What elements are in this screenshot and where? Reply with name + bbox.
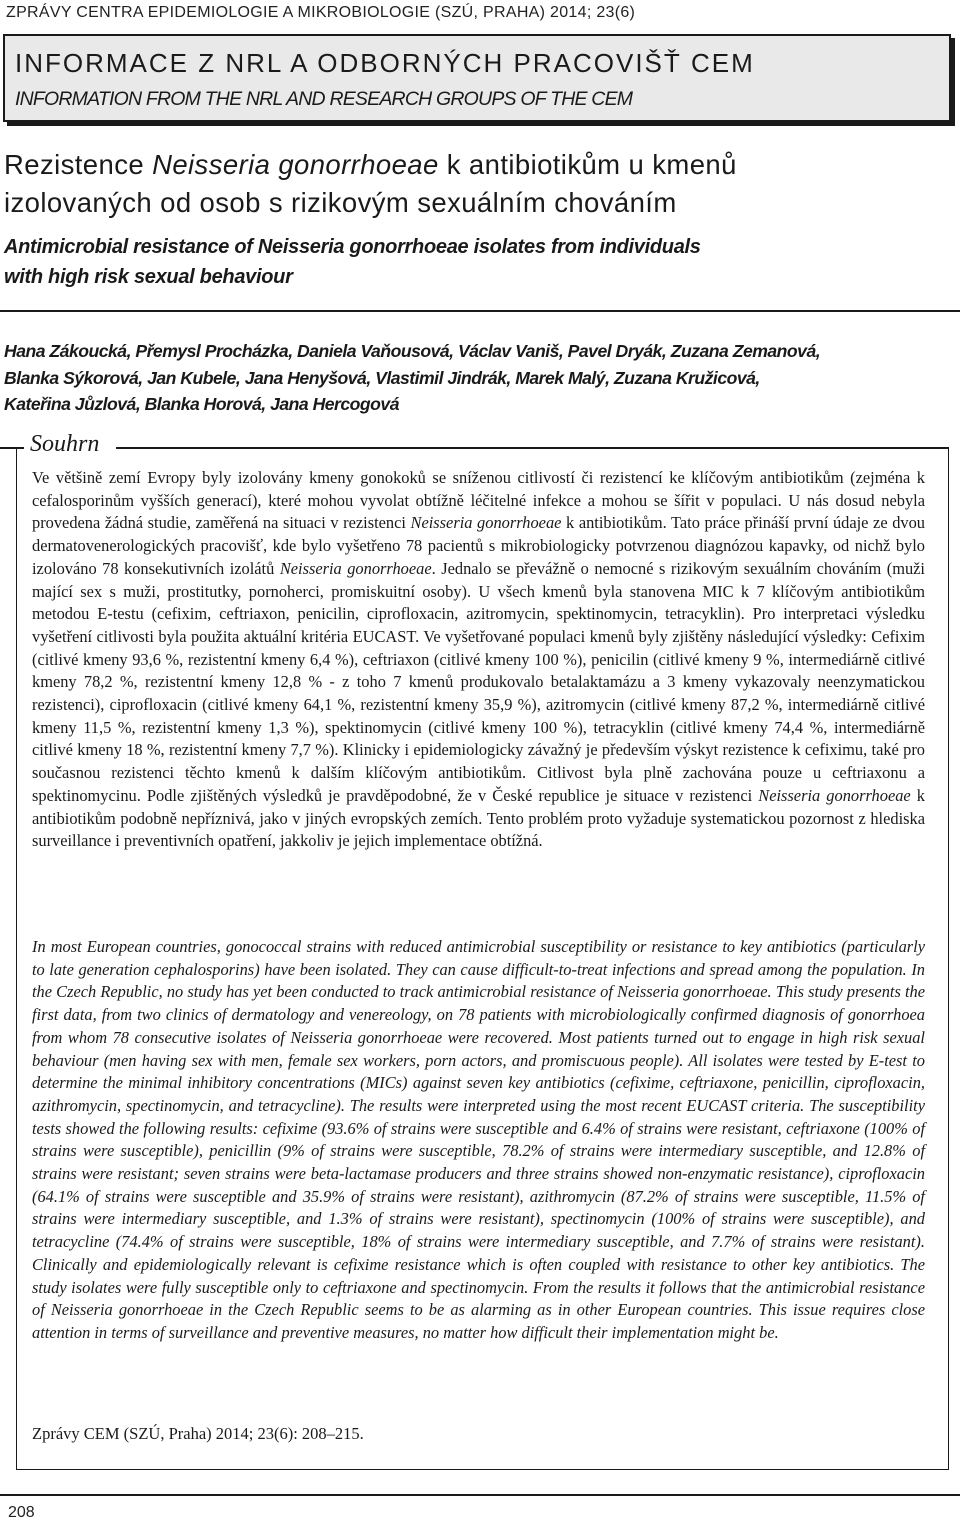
- abstract-cz-text: k antibiotikům. Tato práce přináší první údaje ze dvou dermatovenerologických pracovišť, kde bylo vyšetřeno 78 pacientů s mikrobiologicky potvrzenou diagnózou kapavky, od nichž bylo izolováno 78 konsekutivních izolátů: [32, 513, 925, 578]
- author-list: [4, 338, 949, 418]
- species-name: Neisseria gonorrhoeae: [410, 513, 562, 533]
- title-en-line-1: Antimicrobial resistance of Neisseria gonorrhoeae isolates from individuals: [4, 236, 701, 258]
- title-species: Neisseria gonorrhoeae: [152, 149, 439, 180]
- article-title-czech: [4, 146, 737, 222]
- section-banner: [3, 34, 951, 122]
- abstract-cz-text: k antibiotikům podobně nepříznivá, jako v jiných evropských zemích. Tento problém proto vyžaduje systematickou pozornost z hlediska surveillance i preventivních opatření, jakkoliv je jejich implementace obtížná.: [32, 785, 925, 851]
- summary-heading: Souhrn: [30, 431, 100, 457]
- title-line-2: izolovaných od osob s rizikovým sexuálním chováním: [4, 187, 677, 218]
- banner-title-czech: INFORMACE Z NRL A ODBORNÝCH PRACOVIŠŤ CEM: [15, 48, 755, 78]
- title-part: k antibiotikům u kmenů: [438, 149, 737, 180]
- species-name: Neisseria gonorrhoeae: [758, 785, 911, 805]
- species-name: Neisseria gonorrhoeae: [279, 558, 432, 578]
- abstract-english: In most European countries, gonococcal strains with reduced antimicrobial susceptibility or resistance to key antibiotics (particularly to late generation cephalosporins) have been isolated. They can cause difficult-to-treat infections and spread among the population. In the Czech Republic, no study has yet been conducted to track antimicrobial resistance of Neisseria gonorrhoeae. This study presents the first data, from two clinics of dermatology and venereology, on 78 patients with microbiologically confirmed diagnosis of gonorrhoea from whom 78 consecutive isolates of Neisseria gonorrhoeae were recovered. Most patients turned out to engage in high risk sexual behaviour (men having sex with men, female sex workers, porn actors, and promiscuous people). All isolates were tested by E-test to determine the minimal inhibitory concentrations (MICs) against seven key antibiotics (cefixime, ceftriaxone, penicillin, ciprofloxacin, azithromycin, spectinomycin, and tetracycline). The results were interpreted using the most recent EUCAST criteria. The susceptibility tests showed the following results: cefixime (93.6% of strains were susceptible and 6.4% of strains were resistant, ceftriaxone (100% of strains were susceptible), penicillin (9% of strains were susceptible, 78.2% of strains were intermediary susceptible, and 12.8% of strains were resistant; seven strains were beta-lactamase producers and three strains showed non-enzymatic resistance), ciprofloxacin (64.1% of strains were susceptible and 35.9% of strains were resistant), azithromycin (87.2% of strains were susceptible, 11.5% of strains were intermediary susceptible, and 1.3% of strains were resistant), spectinomycin (100% of strains were susceptible), and tetracycline (74.4% of strains were susceptible, 18% of strains were intermediary susceptible, and 7.7% of strains were resistant). Clinically and epidemiologically relevant is cefixime resistance which is often coupled with resistance to other key antibiotics. The study isolates were fully susceptible only to ceftriaxone and spectinomycin. From the results it follows that the antimicrobial resistance of Neisseria gonorrhoeae in the Czech Republic seems to be as alarming as in other European countries. This issue requires close attention in terms of surveillance and preventive measures, no matter how difficult their implementation might be.: [32, 937, 925, 1342]
- abstract-cz-text: Ve většině zemí Evropy byly izolovány kmeny gonokoků se sníženou citlivostí či rezistencí ke klíčovým antibiotikům (zejména k cefalosporinům vyšších generací), které mohou vyvolat obtížně léčitelné infekce a mohou se šířit v populaci. U nás dosud nebyla provedena žádná studie, zaměřená na situaci v rezistenci: [32, 468, 925, 533]
- article-title-english: [4, 232, 701, 292]
- abstract-czech: [32, 467, 925, 853]
- authors-line-2: Blanka Sýkorová, Jan Kubele, Jana Henyšová, Vlastimil Jindrák, Marek Malý, Zuzana Kružicová,: [4, 367, 760, 388]
- title-en-line-2: with high risk sexual behaviour: [4, 266, 293, 288]
- title-part: Rezistence: [4, 149, 153, 180]
- authors-line-1: Hana Zákoucká, Přemysl Procházka, Daniela Vaňousová, Václav Vaniš, Pavel Dryák, Zuzana Zemanová,: [4, 341, 821, 361]
- page-number: 208: [8, 1504, 35, 1521]
- running-head: ZPRÁVY CENTRA EPIDEMIOLOGIE A MIKROBIOLOGIE (SZÚ, PRAHA) 2014; 23(6): [6, 4, 636, 21]
- banner-title-english: INFORMATION FROM THE NRL AND RESEARCH GROUPS OF THE CEM: [15, 88, 633, 110]
- citation: Zprávy CEM (SZÚ, Praha) 2014; 23(6): 208–215.: [32, 1424, 364, 1443]
- abstract-cz-text: . Jednalo se převážně o nemocné s rizikovým sexuálním chováním (muži mající sex s muži, prostitutky, pornoherci, promiskuitní osoby). U všech kmenů byla stanovena MIC k 7 klíčovým antibiotikům metodou E-testu (cefixim, ceftriaxon, penicilin, ciprofloxacin, azitromycin, spektinomycin, tetracyklin). Pro interpretaci výsledku vyšetření citlivosti byla použita aktuální kritéria EUCAST. Ve vyšetřované populaci kmenů byly zjištěny následující výsledky: Cefixim (citlivé kmeny 93,6 %, rezistentní kmeny 6,4 %), ceftriaxon (citlivé kmeny 100 %), penicilin (citlivé kmeny 9 %, intermediárně citlivé kmeny 78,2 %, rezistentní kmeny 12,8 % - z toho 7 kmenů produkovalo betalaktamázu a 3 kmeny vykazovaly neenzymatickou rezistenci), ciprofloxacin (citlivé kmeny 64,1 %, rezistentní kmeny 35,9 %), azitromycin (citlivé kmeny 87,2 %, intermediárně citlivé kmeny 11,5 %, rezistentní kmeny 1,3 %), spektinomycin (citlivé kmeny 100 %), tetracyklin (citlivé kmeny 74,4 %, intermediárně citlivé kmeny 18 %, rezistentní kmeny 7,7 %). Klinicky i epidemiologicky závažný je především výskyt rezistence k cefiximu, také pro současnou rezistenci těchto kmenů k dalším klíčovým antibiotikům. Citlivost byla plně zachována pouze u ceftriaxonu a spektinomycinu. Podle zjištěných výsledků je pravděpodobné, že v České republice je situace v rezistenci: [32, 558, 925, 805]
- authors-line-3: Kateřina Jůzlová, Blanka Horová, Jana Hercogová: [4, 394, 399, 414]
- title-divider: [0, 310, 960, 312]
- footer-divider: [0, 1494, 960, 1496]
